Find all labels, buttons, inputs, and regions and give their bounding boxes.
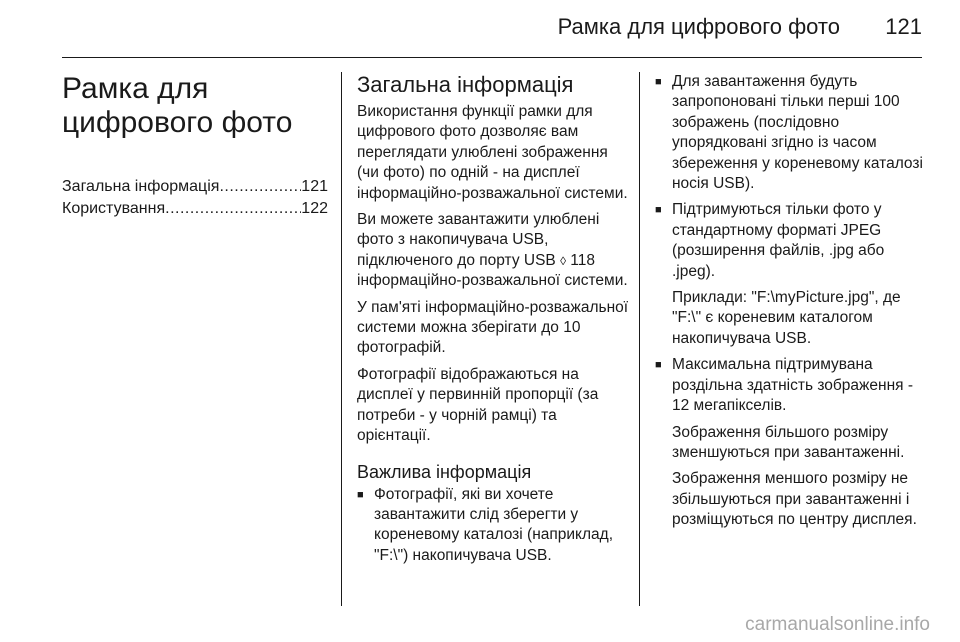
watermark: carmanualsonline.info xyxy=(745,614,930,635)
paragraph: У пам'яті інформаційно-розважальної системи можна зберігати до 10 фотографій. xyxy=(357,298,629,357)
column-divider-1 xyxy=(341,72,342,606)
section-heading: Загальна інформація xyxy=(357,72,574,97)
list-item-note: Зображення меншого розміру не збільшуються при завантаженні і розміщуються по центру дисплея. xyxy=(672,470,917,529)
cross-reference-page[interactable]: 118 інформаційно-розважальної системи. xyxy=(357,251,628,290)
toc-leader-dots xyxy=(219,176,301,198)
list-item-text: Підтримуються тільки фото у стандартному форматі JPEG (розширення файлів, .jpg або .jpeg). xyxy=(672,201,885,280)
column-divider-2 xyxy=(639,72,640,606)
toc-entry-page: 121 xyxy=(301,178,328,195)
toc-entry-page: 122 xyxy=(301,200,328,217)
details-column xyxy=(655,72,930,537)
list-item xyxy=(655,72,930,194)
toc-leader-dots xyxy=(165,198,301,220)
header-divider xyxy=(62,57,922,58)
chapter-title-line-2: цифрового фото xyxy=(62,106,293,139)
running-header-title: Рамка для цифрового фото xyxy=(557,14,840,39)
chapter-column xyxy=(62,72,328,220)
chapter-title xyxy=(62,72,328,140)
list-item-note: Приклади: "F:\myPicture.jpg", де "F:\" є кореневим каталогом накопичувача USB. xyxy=(672,289,901,347)
table-of-contents xyxy=(62,176,328,220)
general-info-column xyxy=(357,72,629,572)
details-list xyxy=(655,72,930,531)
toc-entry-label: Загальна інформація xyxy=(62,178,220,195)
page-number: 121 xyxy=(885,14,922,39)
list-item-note: Зображення більшого розміру зменшуються при завантаженні. xyxy=(672,423,905,461)
list-item-text: Для завантаження будуть запропоновані тільки перші 100 зображень (послідовно упорядковані згідно із часом збереження у кореневому каталозі носія USB). xyxy=(672,73,923,193)
toc-entry-label: Користування xyxy=(62,200,166,217)
important-heading: Важлива інформація xyxy=(357,461,532,482)
important-list xyxy=(357,485,629,567)
toc-entry-usage[interactable] xyxy=(62,198,328,220)
paragraph-usb xyxy=(357,210,629,292)
list-item xyxy=(357,485,629,567)
paragraph-text: Ви можете завантажити улюблені фото з накопичувача USB, підключеного до порту USB xyxy=(357,211,600,269)
toc-entry-general[interactable] xyxy=(62,176,328,198)
cross-reference-arrow-icon: ◊ xyxy=(560,253,566,268)
list-item xyxy=(655,200,930,349)
list-item-text: Фотографії, які ви хочете завантажити слід зберегти у кореневому каталозі (наприклад, "F:\") накопичувача USB. xyxy=(374,485,614,564)
paragraph: Використання функції рамки для цифрового фото дозволяє вам переглядати улюблені зображення (чи фото) по одній - на дисплеї інформаційно-розважальної системи. xyxy=(357,103,628,202)
list-item-text: Максимальна підтримувана роздільна здатність зображення - 12 мегапікселів. xyxy=(672,356,913,415)
chapter-title-line-1: Рамка для xyxy=(62,72,209,105)
paragraph: Фотографії відображаються на дисплеї у первинній пропорції (за потреби - у чорній рамці) та орієнтації. xyxy=(357,365,599,445)
list-item xyxy=(655,355,930,530)
